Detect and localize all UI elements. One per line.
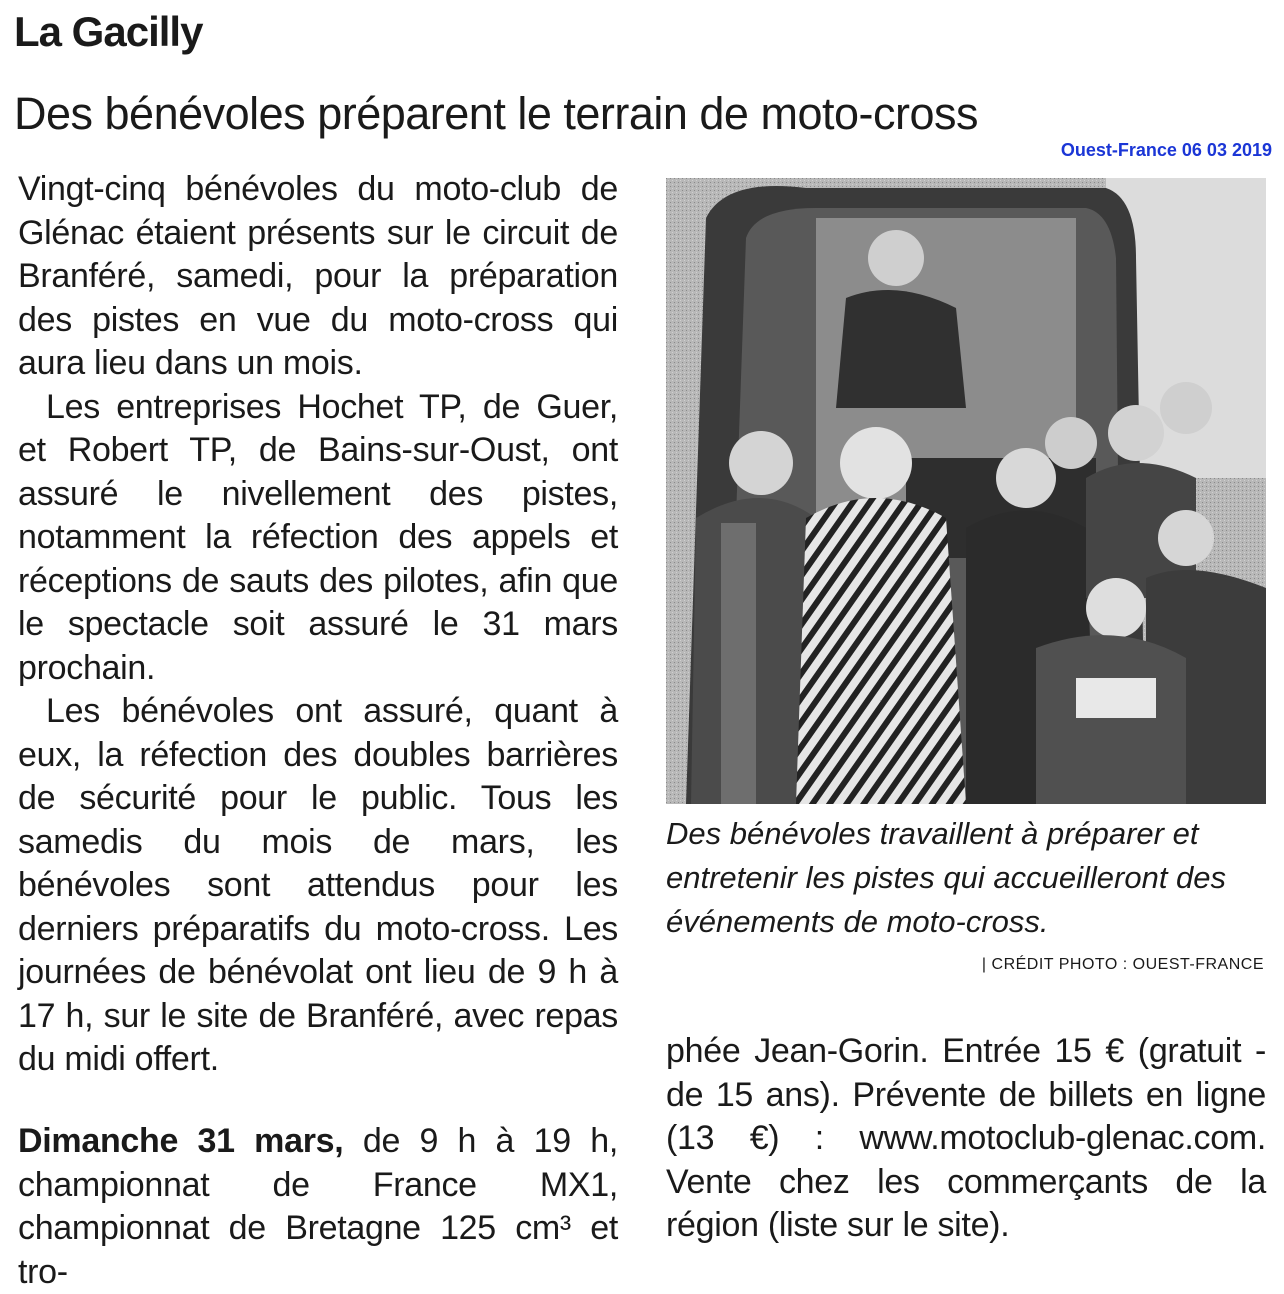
section-title: La Gacilly [14,8,203,55]
event-date-lead: Dimanche 31 mars, [18,1122,344,1160]
article-body-left-column [18,168,618,1082]
paragraph-1: Vingt-cinq bénévoles du moto-club de Glénac étaient présents sur le circuit de Branféré, samedi, pour la préparation des pistes en vue du moto-cross qui aura lieu dans un mois. [18,170,618,382]
photo-credit: | CRÉDIT PHOTO : OUEST-FRANCE [981,956,1264,973]
article-headline: Des bénévoles préparent le terrain de moto-cross [14,88,979,139]
event-details-right: phée Jean-Gorin. Entrée 15 € (gratuit - de 15 ans). Prévente de billets en ligne (13 €) : www.motoclub-glenac.com. Vente chez les commerçants de la région (liste sur le site). [666,1032,1266,1244]
group-photo-image [666,178,1266,804]
paragraph-2: Les entreprises Hochet TP, de Guer, et Robert TP, de Bains-sur-Oust, ont assuré le nivellement des pistes, notamment la réfection des appels et réceptions de sauts des pilotes, afin que le spectacle soit assuré le 31 mars prochain. [18,387,618,687]
event-details-left: de 9 h à 19 h, championnat de France MX1, championnat de Bretagne 125 cm³ et tro- [18,1122,618,1291]
paragraph-3: Les bénévoles ont assuré, quant à eux, la réfection des doubles barrières de sécurité pour le public. Tous les samedis du mois de mars, les bénévoles sont attendus pour les derniers préparatifs du moto-cross. Les journées de bénévolat ont lieu de 9 h à 17 h, sur le site de Branféré, avec repas du midi offert. [18,692,618,1078]
group-photo [666,178,1266,804]
event-info-left [18,1120,618,1294]
source-date-label: Ouest-France 06 03 2019 [1060,140,1272,160]
event-info-right [666,1030,1266,1248]
photo-caption: Des bénévoles travaillent à préparer et entretenir les pistes qui accueilleront des événements de moto-cross. [666,816,1227,939]
